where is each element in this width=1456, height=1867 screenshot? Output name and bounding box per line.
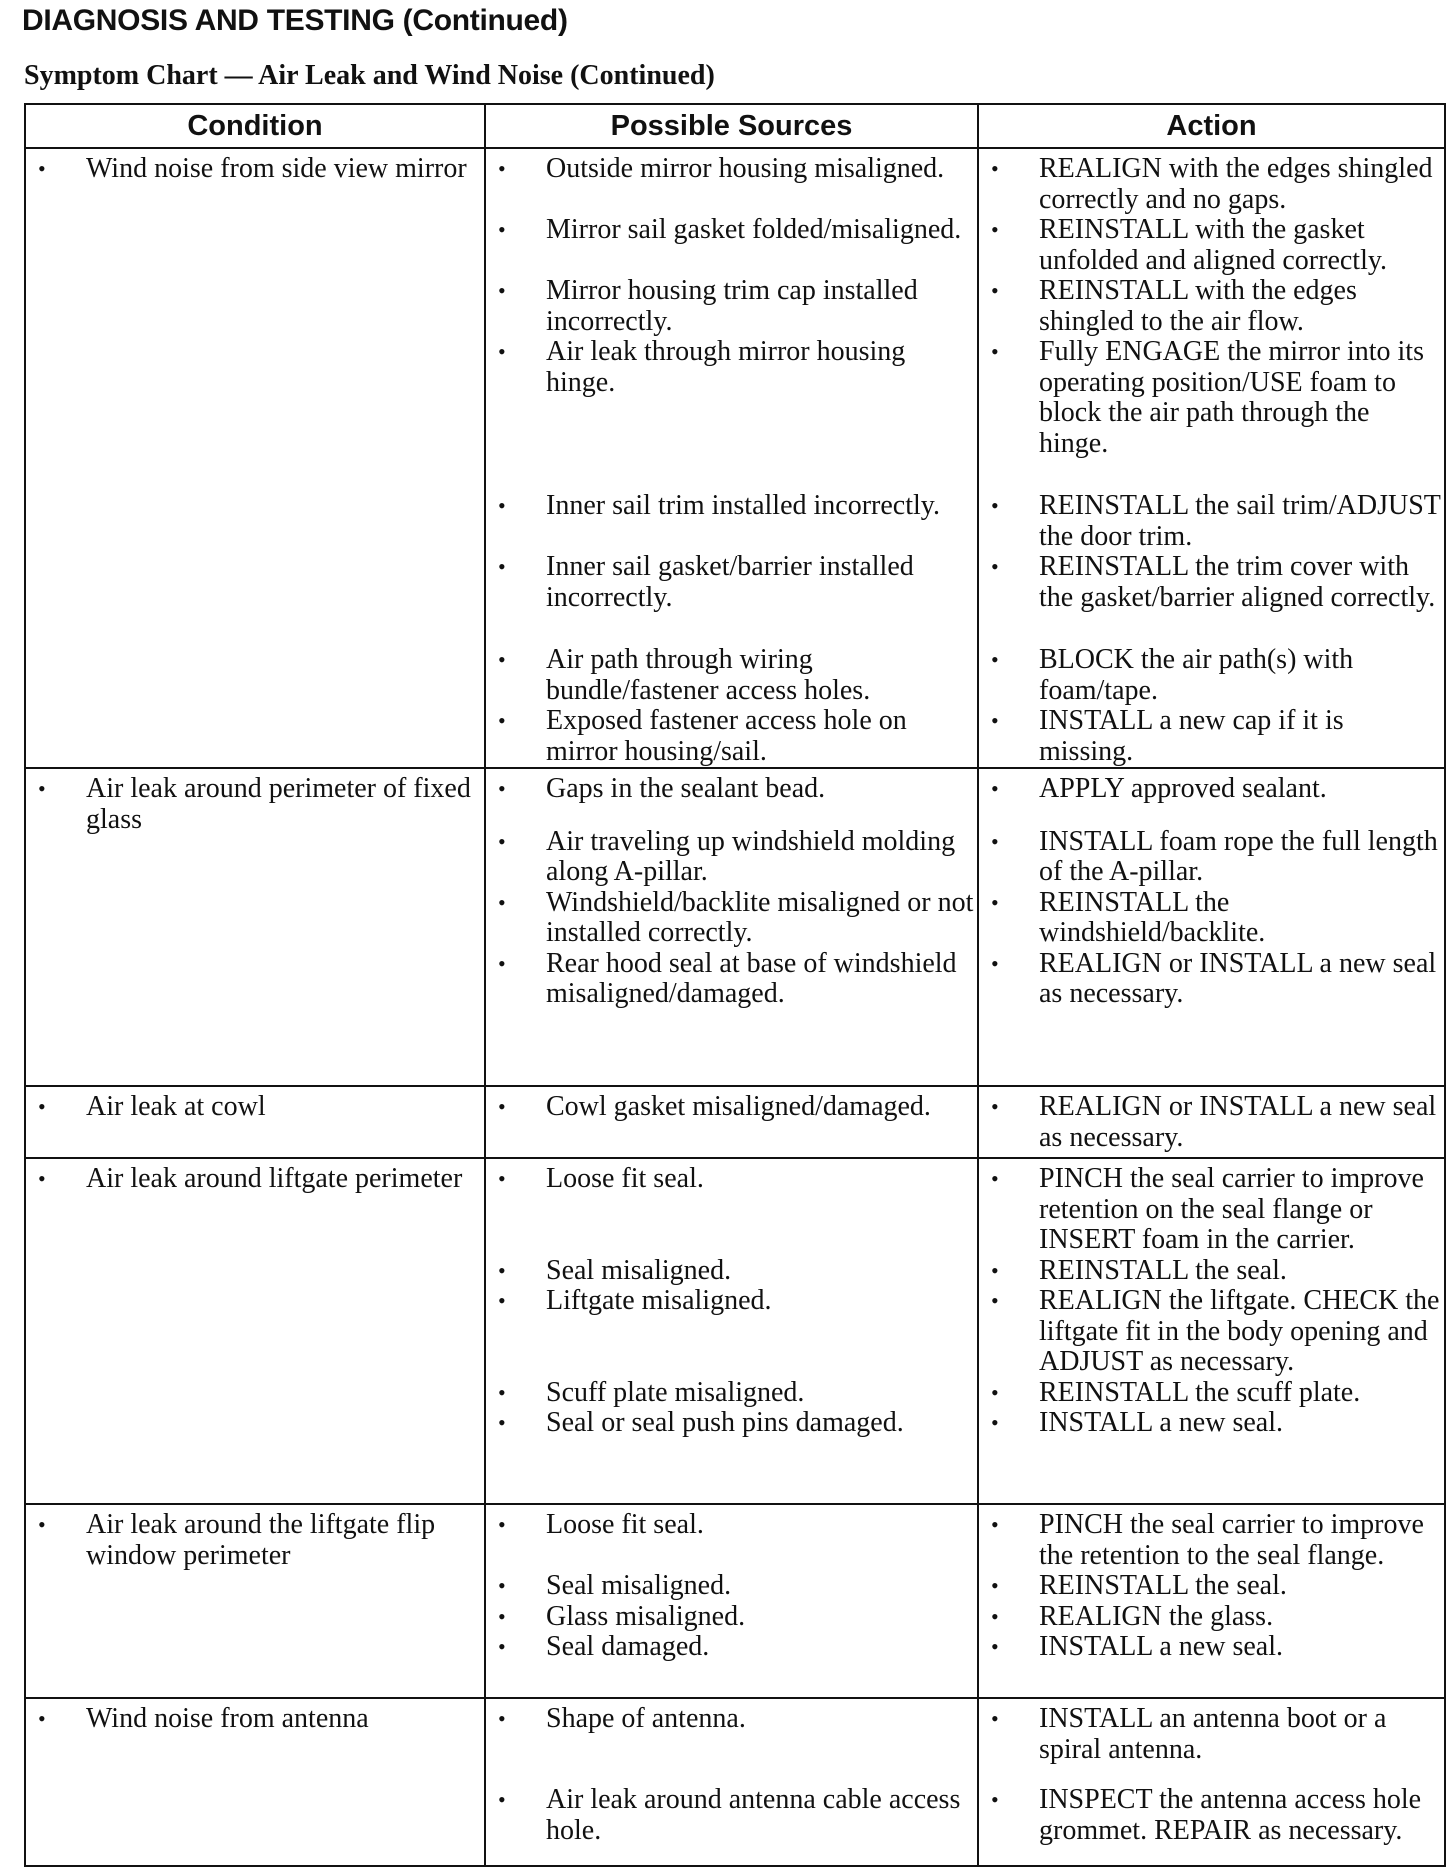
source-item bbox=[486, 1408, 977, 1439]
action-cell bbox=[978, 1698, 1445, 1866]
possible-sources-cell bbox=[485, 768, 978, 1086]
bullet-icon: • bbox=[498, 1787, 506, 1812]
condition-text: Air leak around the liftgate flip window perimeter bbox=[86, 1509, 436, 1571]
table-row bbox=[25, 768, 1445, 1086]
bullet-icon: • bbox=[498, 950, 506, 976]
bullet-icon: • bbox=[38, 156, 46, 181]
source-item bbox=[486, 276, 977, 337]
source-text: Mirror sail gasket folded/misaligned. bbox=[546, 214, 962, 245]
source-item bbox=[486, 337, 977, 459]
source-text: Loose fit seal. bbox=[546, 1509, 704, 1540]
condition-item bbox=[26, 1087, 484, 1123]
possible-sources-cell bbox=[485, 148, 978, 768]
action-text: REINSTALL the sail trim/ADJUST the door trim. bbox=[1039, 490, 1441, 552]
source-item bbox=[486, 888, 977, 949]
action-item bbox=[979, 1256, 1444, 1287]
action-item bbox=[979, 276, 1444, 337]
bullet-icon: • bbox=[38, 1706, 46, 1731]
action-text: PINCH the seal carrier to improve retention on the seal flange or INSERT foam in the carrier. bbox=[1039, 1163, 1424, 1255]
action-text: PINCH the seal carrier to improve the retention to the seal flange. bbox=[1039, 1509, 1424, 1571]
source-item bbox=[486, 154, 977, 215]
bullet-icon: • bbox=[991, 889, 999, 915]
action-item bbox=[979, 1164, 1444, 1256]
action-text: REINSTALL the seal. bbox=[1039, 1570, 1287, 1601]
action-text: REINSTALL with the edges shingled to the air flow. bbox=[1039, 275, 1357, 337]
source-text: Air leak through mirror housing hinge. bbox=[546, 336, 906, 398]
chart-title: Symptom Chart — Air Leak and Wind Noise (Continued) bbox=[24, 60, 715, 91]
action-text: INSTALL an antenna boot or a spiral antenna. bbox=[1039, 1703, 1387, 1765]
possible-sources-cell bbox=[485, 1504, 978, 1698]
bullet-icon: • bbox=[991, 776, 999, 801]
condition-cell bbox=[25, 768, 485, 1086]
action-item bbox=[979, 1378, 1444, 1409]
bullet-icon: • bbox=[498, 1257, 506, 1283]
condition-text: Wind noise from side view mirror bbox=[86, 153, 467, 184]
source-text: Seal misaligned. bbox=[546, 1254, 732, 1286]
bullet-icon: • bbox=[991, 493, 999, 518]
action-text: REINSTALL with the gasket unfolded and aligned correctly. bbox=[1039, 214, 1388, 276]
action-cell bbox=[978, 1158, 1445, 1504]
bullet-icon: • bbox=[498, 554, 506, 579]
bullet-icon: • bbox=[38, 1094, 46, 1119]
bullet-icon: • bbox=[498, 1094, 506, 1119]
source-text: Seal or seal push pins damaged. bbox=[546, 1407, 904, 1438]
condition-cell bbox=[25, 1504, 485, 1698]
action-cell bbox=[978, 148, 1445, 768]
bullet-icon: • bbox=[498, 776, 506, 801]
source-item bbox=[486, 1286, 977, 1378]
action-item bbox=[979, 337, 1444, 459]
bullet-icon: • bbox=[991, 950, 999, 976]
page-heading: DIAGNOSIS AND TESTING (Continued) bbox=[22, 4, 568, 37]
source-item bbox=[486, 491, 977, 552]
bullet-icon: • bbox=[498, 828, 506, 854]
bullet-icon: • bbox=[991, 1634, 999, 1659]
condition-text: Air leak at cowl bbox=[86, 1091, 266, 1122]
bullet-icon: • bbox=[991, 1094, 999, 1119]
bullet-icon: • bbox=[991, 1257, 999, 1283]
action-item bbox=[979, 1704, 1444, 1765]
source-item bbox=[486, 774, 977, 805]
action-text: REALIGN or INSTALL a new seal as necessary. bbox=[1039, 947, 1437, 1009]
condition-text: Wind noise from antenna bbox=[86, 1703, 369, 1734]
source-text: Outside mirror housing misaligned. bbox=[546, 153, 945, 184]
bullet-icon: • bbox=[991, 647, 999, 672]
source-item bbox=[486, 1785, 977, 1846]
bullet-icon: • bbox=[991, 1787, 999, 1812]
bullet-icon: • bbox=[38, 776, 46, 801]
bullet-icon: • bbox=[991, 1706, 999, 1731]
source-item bbox=[486, 1602, 977, 1633]
source-item bbox=[486, 706, 977, 767]
source-text: Shape of antenna. bbox=[546, 1703, 746, 1734]
action-text: Fully ENGAGE the mirror into its operating position/USE foam to block the air path through the hinge. bbox=[1039, 336, 1424, 459]
source-item bbox=[486, 1378, 977, 1409]
column-header-possible-sources: Possible Sources bbox=[485, 104, 978, 148]
condition-item bbox=[26, 769, 484, 835]
source-item bbox=[486, 827, 977, 888]
action-text: INSTALL a new cap if it is missing. bbox=[1039, 705, 1344, 767]
bullet-icon: • bbox=[38, 1512, 46, 1537]
bullet-icon: • bbox=[991, 554, 999, 579]
table-row bbox=[25, 148, 1445, 768]
source-text: Exposed fastener access hole on mirror housing/sail. bbox=[546, 705, 907, 767]
condition-cell bbox=[25, 148, 485, 768]
source-item bbox=[486, 949, 977, 1010]
action-text: REALIGN or INSTALL a new seal as necessary. bbox=[1039, 1091, 1437, 1153]
action-item bbox=[979, 154, 1444, 215]
bullet-icon: • bbox=[38, 1166, 46, 1191]
bullet-icon: • bbox=[498, 889, 506, 915]
source-item bbox=[486, 1164, 977, 1256]
condition-item bbox=[26, 1505, 484, 1571]
source-item bbox=[486, 1704, 977, 1765]
action-item bbox=[979, 1785, 1444, 1846]
bullet-icon: • bbox=[498, 493, 506, 518]
condition-text: Air leak around liftgate perimeter bbox=[86, 1163, 463, 1194]
action-item bbox=[979, 215, 1444, 276]
source-text: Seal damaged. bbox=[546, 1631, 710, 1662]
source-text: Inner sail trim installed incorrectly. bbox=[546, 490, 940, 521]
bullet-icon: • bbox=[498, 1573, 506, 1598]
source-text: Rear hood seal at base of windshield misaligned/damaged. bbox=[546, 947, 957, 1009]
source-text: Air traveling up windshield molding along A-pillar. bbox=[546, 825, 956, 887]
symptom-chart-table bbox=[24, 103, 1446, 1867]
action-text: REALIGN the glass. bbox=[1039, 1600, 1274, 1632]
source-text: Air leak around antenna cable access hole. bbox=[546, 1784, 961, 1846]
bullet-icon: • bbox=[991, 1379, 999, 1405]
source-item bbox=[486, 1571, 977, 1602]
table-row bbox=[25, 1158, 1445, 1504]
source-item bbox=[486, 1632, 977, 1663]
bullet-icon: • bbox=[498, 647, 506, 672]
action-text: INSPECT the antenna access hole grommet. REPAIR as necessary. bbox=[1039, 1784, 1422, 1846]
bullet-icon: • bbox=[498, 339, 506, 364]
bullet-icon: • bbox=[498, 1603, 506, 1629]
action-item bbox=[979, 949, 1444, 1010]
table-header-row bbox=[25, 104, 1445, 148]
action-text: INSTALL a new seal. bbox=[1039, 1407, 1283, 1438]
source-item bbox=[486, 1092, 977, 1153]
source-item bbox=[486, 552, 977, 613]
bullet-icon: • bbox=[991, 217, 999, 242]
action-item bbox=[979, 706, 1444, 767]
action-text: INSTALL foam rope the full length of the A-pillar. bbox=[1039, 825, 1438, 887]
bullet-icon: • bbox=[991, 1410, 999, 1435]
bullet-icon: • bbox=[498, 1634, 506, 1659]
condition-item bbox=[26, 1159, 484, 1195]
bullet-icon: • bbox=[498, 708, 506, 733]
bullet-icon: • bbox=[498, 278, 506, 303]
source-text: Seal misaligned. bbox=[546, 1570, 732, 1601]
action-cell bbox=[978, 768, 1445, 1086]
action-text: REINSTALL the windshield/backlite. bbox=[1039, 886, 1266, 948]
bullet-icon: • bbox=[991, 828, 999, 854]
source-text: Windshield/backlite misaligned or not installed correctly. bbox=[546, 886, 974, 948]
table-row bbox=[25, 1086, 1445, 1158]
bullet-icon: • bbox=[498, 1379, 506, 1405]
action-item bbox=[979, 1602, 1444, 1633]
action-item bbox=[979, 491, 1444, 552]
source-item bbox=[486, 1256, 977, 1287]
source-item bbox=[486, 215, 977, 276]
possible-sources-cell bbox=[485, 1086, 978, 1158]
action-item bbox=[979, 1571, 1444, 1602]
source-text: Glass misaligned. bbox=[546, 1600, 746, 1632]
action-item bbox=[979, 1408, 1444, 1439]
action-item bbox=[979, 552, 1444, 613]
action-item bbox=[979, 888, 1444, 949]
action-text: INSTALL a new seal. bbox=[1039, 1631, 1283, 1662]
action-cell bbox=[978, 1086, 1445, 1158]
condition-text: Air leak around perimeter of fixed glass bbox=[86, 773, 471, 835]
action-text: BLOCK the air path(s) with foam/tape. bbox=[1039, 644, 1354, 706]
bullet-icon: • bbox=[498, 1166, 506, 1191]
action-text: REINSTALL the trim cover with the gasket/barrier aligned correctly. bbox=[1039, 551, 1436, 613]
condition-cell bbox=[25, 1698, 485, 1866]
action-text: REINSTALL the scuff plate. bbox=[1039, 1376, 1361, 1408]
action-text: APPLY approved sealant. bbox=[1039, 773, 1327, 804]
source-text: Air path through wiring bundle/fastener access holes. bbox=[546, 644, 871, 706]
bullet-icon: • bbox=[991, 1603, 999, 1629]
source-text: Liftgate misaligned. bbox=[546, 1285, 772, 1316]
bullet-icon: • bbox=[991, 156, 999, 181]
bullet-icon: • bbox=[498, 1512, 506, 1537]
column-header-condition: Condition bbox=[25, 104, 485, 148]
column-header-action: Action bbox=[978, 104, 1445, 148]
bullet-icon: • bbox=[498, 1288, 506, 1313]
action-item bbox=[979, 1286, 1444, 1378]
action-item bbox=[979, 774, 1444, 805]
action-text: REINSTALL the seal. bbox=[1039, 1254, 1287, 1286]
bullet-icon: • bbox=[991, 1573, 999, 1598]
table-row bbox=[25, 1698, 1445, 1866]
bullet-icon: • bbox=[991, 339, 999, 364]
action-item bbox=[979, 827, 1444, 888]
source-text: Cowl gasket misaligned/damaged. bbox=[546, 1091, 931, 1122]
action-item bbox=[979, 1510, 1444, 1571]
possible-sources-cell bbox=[485, 1158, 978, 1504]
source-text: Inner sail gasket/barrier installed incorrectly. bbox=[546, 551, 914, 613]
source-text: Loose fit seal. bbox=[546, 1163, 704, 1194]
bullet-icon: • bbox=[991, 1166, 999, 1191]
table-row bbox=[25, 1504, 1445, 1698]
bullet-icon: • bbox=[991, 1512, 999, 1537]
possible-sources-cell bbox=[485, 1698, 978, 1866]
bullet-icon: • bbox=[498, 156, 506, 181]
action-text: REALIGN the liftgate. CHECK the liftgate fit in the body opening and ADJUST as necessary. bbox=[1039, 1285, 1440, 1377]
action-item bbox=[979, 1092, 1444, 1153]
condition-item bbox=[26, 149, 484, 185]
bullet-icon: • bbox=[498, 217, 506, 242]
condition-cell bbox=[25, 1086, 485, 1158]
source-text: Gaps in the sealant bead. bbox=[546, 773, 826, 804]
action-text: REALIGN with the edges shingled correctly and no gaps. bbox=[1039, 153, 1433, 215]
action-cell bbox=[978, 1504, 1445, 1698]
bullet-icon: • bbox=[991, 278, 999, 303]
source-item bbox=[486, 1510, 977, 1571]
action-item bbox=[979, 1632, 1444, 1663]
bullet-icon: • bbox=[991, 708, 999, 733]
bullet-icon: • bbox=[498, 1410, 506, 1435]
action-item bbox=[979, 645, 1444, 706]
source-text: Scuff plate misaligned. bbox=[546, 1376, 805, 1408]
condition-cell bbox=[25, 1158, 485, 1504]
source-text: Mirror housing trim cap installed incorrectly. bbox=[546, 275, 918, 337]
bullet-icon: • bbox=[498, 1706, 506, 1731]
source-item bbox=[486, 645, 977, 706]
condition-item bbox=[26, 1699, 484, 1735]
bullet-icon: • bbox=[991, 1288, 999, 1313]
